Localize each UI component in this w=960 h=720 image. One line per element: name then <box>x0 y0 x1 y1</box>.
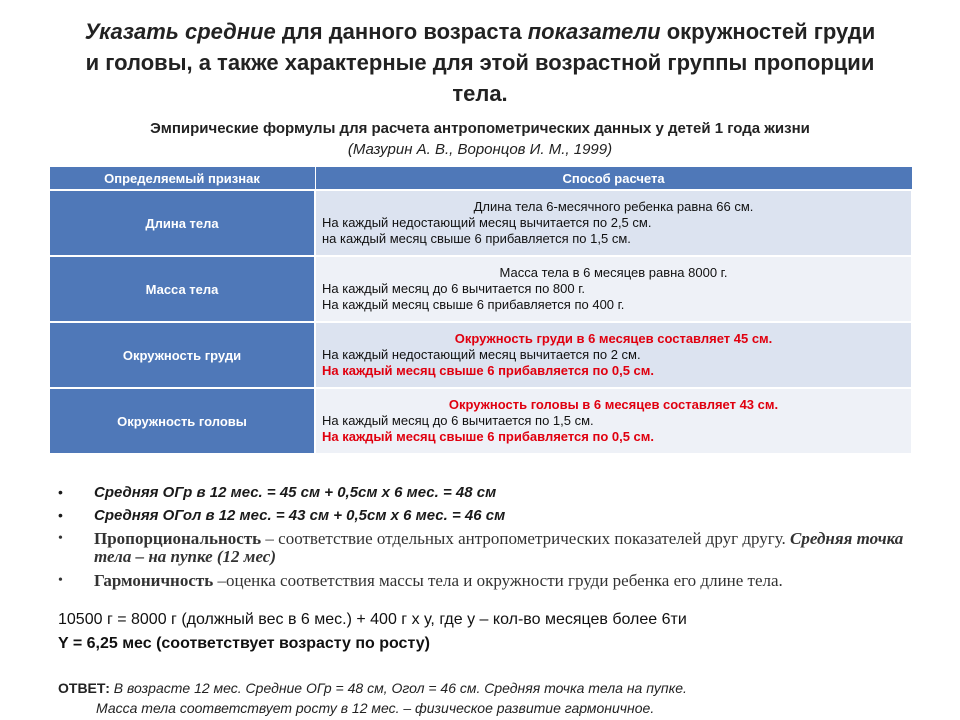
desc-line: На каждый месяц до 6 вычитается по 1,5 см. <box>322 413 594 428</box>
row-desc <box>315 190 912 256</box>
bullet-icon: • <box>58 573 63 588</box>
row-name: Окружность головы <box>49 388 315 454</box>
desc-line: На каждый месяц до 6 вычитается по 800 г. <box>322 281 585 296</box>
title-part: Указать средние <box>84 19 276 44</box>
desc-line: На каждый недостающий месяц вычитается по 2,5 см. <box>322 215 652 230</box>
row-name: Масса тела <box>49 256 315 322</box>
bullet-term: Гармоничность <box>94 571 214 590</box>
bullet-emphasis: Средняя точка тела – на пупке (12 мес) <box>94 529 904 566</box>
bullet-text: Средняя ОГр в 12 мес. = 45 см + 0,5см х 6 мес. = 48 см <box>94 484 497 501</box>
bullet-list <box>58 484 908 596</box>
answer-block <box>58 678 928 718</box>
table-authors: (Мазурин А. В., Воронцов И. М., 1999) <box>347 141 613 158</box>
desc-line: На каждый месяц свыше 6 прибавляется по 0,5 см. <box>322 429 655 444</box>
desc-line: на каждый месяц свыше 6 прибавляется по 1,5 см. <box>322 231 631 246</box>
table-header-row <box>49 167 912 191</box>
answer-label: ОТВЕТ: <box>58 680 110 696</box>
row-desc <box>315 388 912 454</box>
answer-text: В возрасте 12 мес. Средние ОГр = 48 см, Огол = 46 см. Средняя точка тела на пупке. <box>109 680 687 696</box>
title-part: показатели <box>527 19 661 44</box>
list-item <box>58 572 908 590</box>
table-row <box>49 322 912 388</box>
bullet-text: –оценка соответствия массы тела и окружности груди ребенка его длине тела. <box>213 571 783 590</box>
bullet-text: Средняя ОГол в 12 мес. = 43 см + 0,5см х 6 мес. = 46 см <box>94 507 506 524</box>
desc-line: На каждый месяц свыше 6 прибавляется по 400 г. <box>322 297 625 312</box>
header-feature: Определяемый признак <box>49 167 315 191</box>
row-desc <box>315 256 912 322</box>
slide-title <box>40 16 920 109</box>
list-item <box>58 530 908 566</box>
desc-line: На каждый месяц свыше 6 прибавляется по 0,5 см. <box>322 363 655 378</box>
desc-line: Длина тела 6-месячного ребенка равна 66 см. <box>473 199 754 214</box>
formula-table <box>48 166 913 455</box>
row-desc <box>315 322 912 388</box>
calc-line: 10500 г = 8000 г (должный вес в 6 мес.) + 400 г х у, где у – кол-во месяцев более 6ти <box>58 611 687 628</box>
table-row <box>49 190 912 256</box>
header-method: Способ расчета <box>315 167 912 191</box>
bullet-term: Пропорциональность <box>94 529 262 548</box>
title-part: тела. <box>452 81 508 106</box>
desc-line: На каждый недостающий месяц вычитается по 2 см. <box>322 347 641 362</box>
desc-line: Окружность головы в 6 месяцев составляет 43 см. <box>448 397 779 412</box>
list-item <box>58 507 908 524</box>
bullet-text: – соответствие отдельных антропометрических показателей друг другу. <box>261 529 791 548</box>
bullet-icon: • <box>58 507 63 523</box>
title-part: и головы, а также характерные для этой возрастной группы пропорции <box>85 50 875 75</box>
answer-text: Масса тела соответствует росту в 12 мес. – физическое развитие гармоничное. <box>96 700 655 716</box>
calc-result: Y = 6,25 мес (соответствует возрасту по росту) <box>58 635 430 652</box>
bullet-icon: • <box>58 484 63 500</box>
table-row <box>49 388 912 454</box>
title-part: для данного возраста <box>275 19 528 44</box>
bullet-icon: • <box>58 531 63 546</box>
desc-line: Масса тела в 6 месяцев равна 8000 г. <box>499 265 728 280</box>
row-name: Окружность груди <box>49 322 315 388</box>
desc-line: Окружность груди в 6 месяцев составляет 45 см. <box>454 331 773 346</box>
title-part: окружностей груди <box>660 19 876 44</box>
row-name: Длина тела <box>49 190 315 256</box>
list-item <box>58 484 908 501</box>
table-caption: Эмпирические формулы для расчета антропометрических данных у детей 1 года жизни <box>150 120 810 137</box>
table-row <box>49 256 912 322</box>
